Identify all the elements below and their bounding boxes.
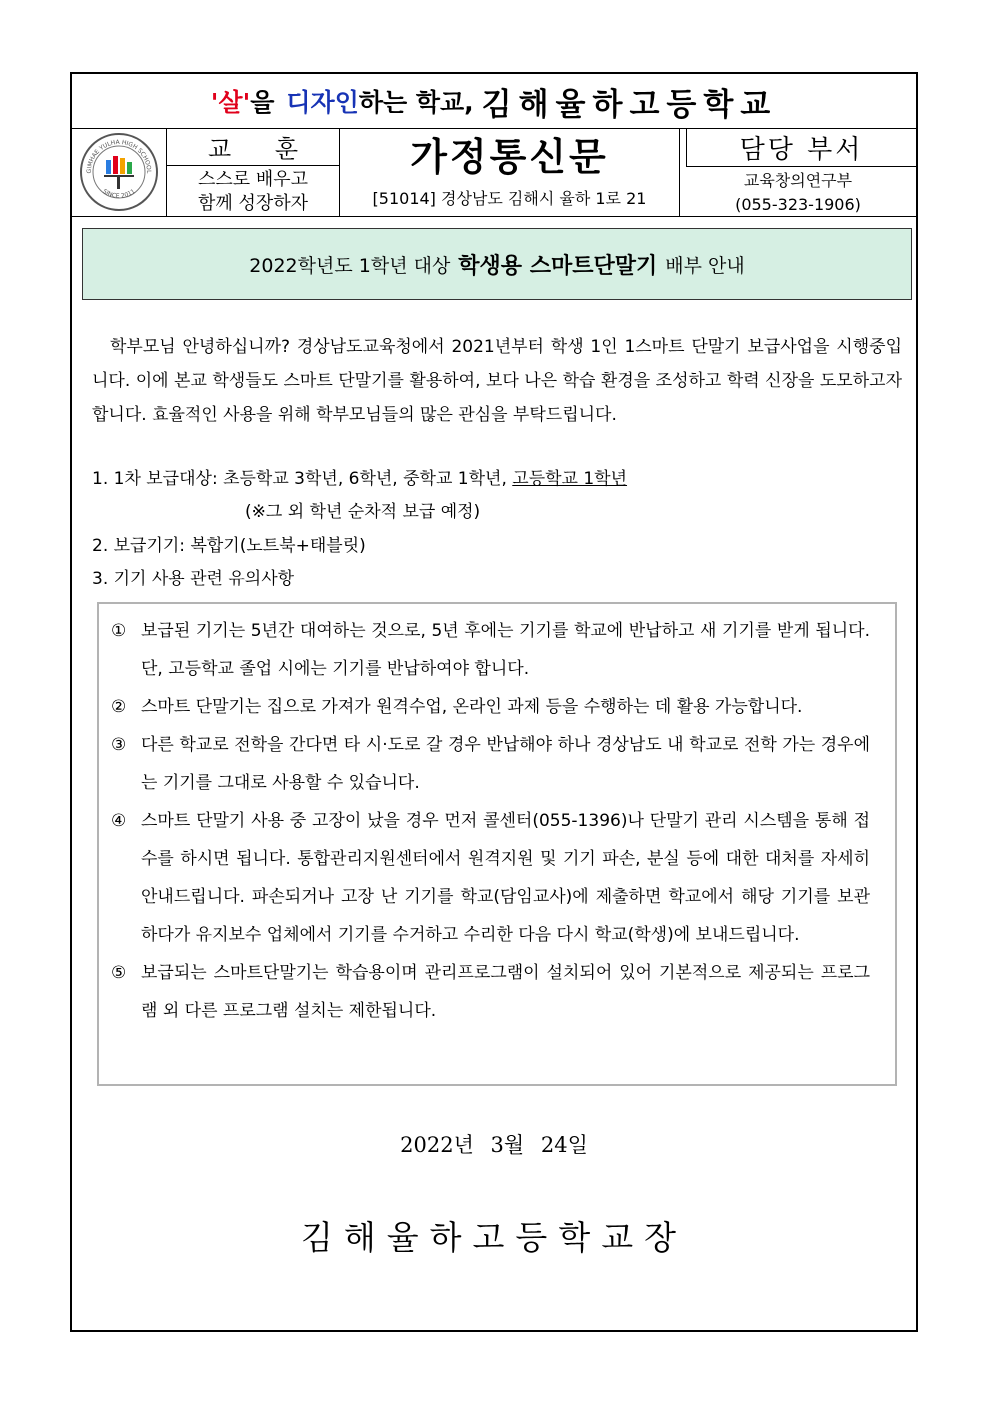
school-logo-cell xyxy=(72,128,167,216)
department-label: 담당 부서 xyxy=(686,128,916,167)
motto-label: 교 훈 xyxy=(167,128,339,166)
note-item xyxy=(111,802,870,954)
item-1 xyxy=(92,464,627,489)
motto-design: 디자인 xyxy=(286,88,359,117)
issue-date: 2022년 3월 24일 xyxy=(400,1133,588,1157)
principal-signature: 김해율하고등학교장 xyxy=(301,1218,687,1257)
note-text: 스마트 단말기는 집으로 가져가 원격수업, 온라인 과제 등을 수행하는 데 활용 가능합니다. xyxy=(141,697,803,717)
motto-line-1: 스스로 배우고 xyxy=(197,169,309,190)
note-text: 다른 학교로 전학을 간다면 타 시·도로 갈 경우 반납해야 하나 경상남도 내 학교로 전학 가는 경우에는 기기를 그대로 사용할 수 있습니다. xyxy=(141,735,870,793)
school-motto-banner xyxy=(72,74,916,129)
motto-quote: '살' xyxy=(210,88,251,117)
svg-text:GIMHAE YULHA HIGH SCHOOL: GIMHAE YULHA HIGH SCHOOL xyxy=(85,138,153,174)
note-item xyxy=(111,612,870,688)
department-info xyxy=(680,167,916,217)
notice-title-part3: 배부 안내 xyxy=(665,254,745,277)
document-title: 가정통신문 xyxy=(410,134,609,179)
department-cell xyxy=(680,128,916,216)
note-item xyxy=(111,688,870,726)
note-item xyxy=(111,954,870,1030)
motto-text xyxy=(167,166,339,216)
svg-text:SINCE 2011: SINCE 2011 xyxy=(101,188,137,200)
note-number: ⑤ xyxy=(111,963,127,983)
item-3: 3. 기기 사용 관련 유의사항 xyxy=(92,569,295,589)
note-number: ④ xyxy=(111,811,127,831)
motto-line-2: 함께 성장하자 xyxy=(197,193,309,214)
note-text: 보급되는 스마트단말기는 학습용이며 관리프로그램이 설치되어 있어 기본적으로 제공되는 프로그램 외 다른 프로그램 설치는 제한됩니다. xyxy=(141,963,870,1021)
title-cell xyxy=(340,128,680,216)
notice-title-part1: 2022학년도 1학년 대상 xyxy=(249,254,451,277)
school-logo xyxy=(79,132,159,212)
motto-cell xyxy=(167,128,340,216)
item-1-text: 1. 1차 보급대상: 초등학교 3학년, 6학년, 중학교 1학년, xyxy=(92,469,507,489)
document-frame xyxy=(70,72,918,1332)
item-1-highlight: 고등학교 1학년 xyxy=(512,469,628,489)
note-number: ① xyxy=(111,621,127,641)
motto-particle: 을 xyxy=(250,88,275,117)
note-text: 보급된 기기는 5년간 대여하는 것으로, 5년 후에는 기기를 학교에 반납하고 새 기기를 받게 됩니다. 단, 고등학교 졸업 시에는 기기를 반납하여야 합니다. xyxy=(141,621,870,679)
note-text: 스마트 단말기 사용 중 고장이 났을 경우 먼저 콜센터(055-1396)나 단말기 관리 시스템을 통해 접수를 하시면 됩니다. 통합관리지원센터에서 원격지원 및 기기 파손, 분실 등에 대한 대처를 자세히 안내드립니다. 파손되거나 고장 난 기기를 학교(담임교사)에 제출하면 학교에서 해당 기기를 보관하다가 유지보수 업체에서 기기를 수거하고 수리한 다음 다시 학교(학생)에 보내드립니다. xyxy=(141,811,870,945)
notice-title-bar xyxy=(82,228,912,300)
intro-paragraph: 학부모님 안녕하십니까? 경상남도교육청에서 2021년부터 학생 1인 1스마트 단말기 보급사업을 시행중입니다. 이에 본교 학생들도 스마트 단말기를 활용하여, 보다 나은 학습 환경을 조성하고 학력 신장을 도모하고자 합니다. 효율적인 사용을 위해 학부모님들의 많은 관심을 부탁드립니다. xyxy=(92,337,902,425)
notice-title-part2: 학생용 스마트단말기 xyxy=(458,253,658,279)
item-1-note: (※그 외 학년 순차적 보급 예정) xyxy=(245,502,481,522)
note-number: ③ xyxy=(111,735,127,755)
letter-header xyxy=(72,128,916,217)
department-name: 교육창의연구부 xyxy=(743,171,853,190)
notes-box xyxy=(97,602,897,1086)
note-item xyxy=(111,726,870,802)
school-address: [51014] 경상남도 김해시 율하 1로 21 xyxy=(372,188,647,208)
department-phone: (055-323-1906) xyxy=(735,195,861,214)
school-name: 김해율하고등학교 xyxy=(481,86,778,123)
note-number: ② xyxy=(111,697,127,717)
motto-rest: 하는 학교, xyxy=(358,88,474,117)
item-2: 2. 보급기기: 복합기(노트북+태블릿) xyxy=(92,536,366,556)
